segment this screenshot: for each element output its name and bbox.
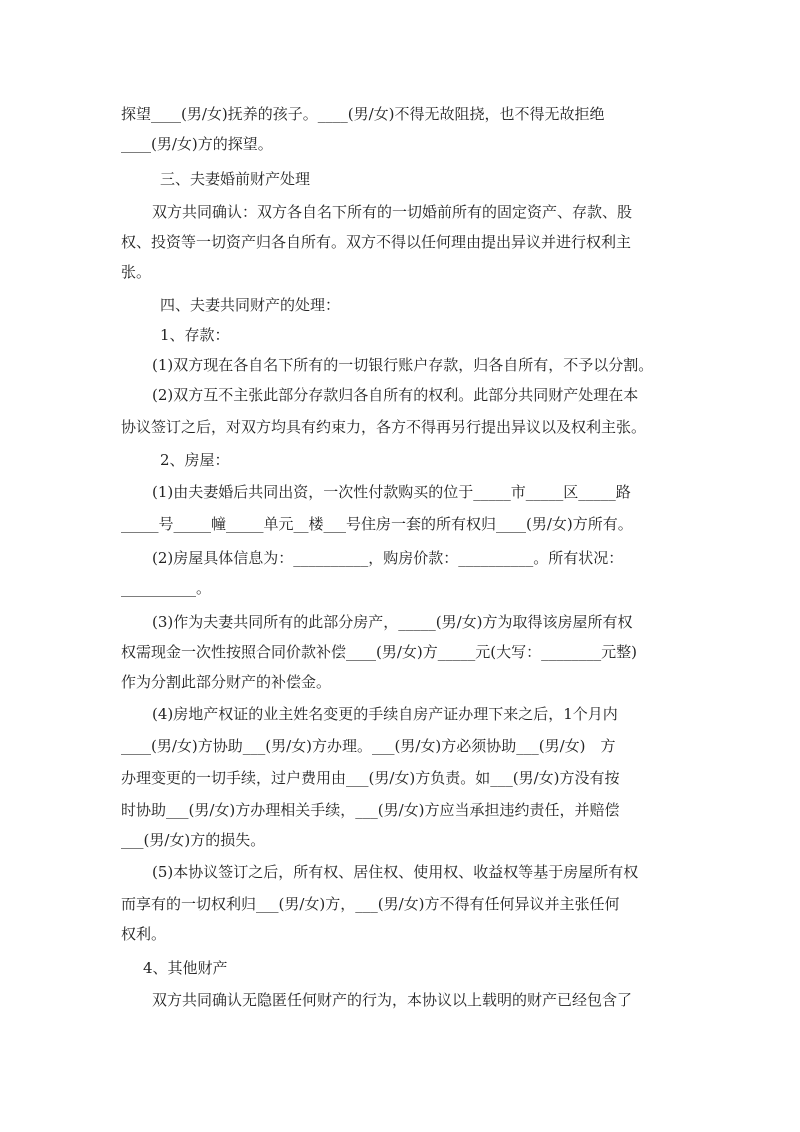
body-text-line: 协议签订之后，对双方均具有约束力，各方不得再另行提出异议以及权利主张。 xyxy=(121,418,647,436)
body-text-line: 时协助___(男/女)方办理相关手续，___(男/女)方应当承担违约责任，并赔偿 xyxy=(121,801,620,819)
body-text-line: 而享有的一切权利归___(男/女)方，___(男/女)方不得有任何异议并主张任何 xyxy=(121,895,620,913)
body-text-line: 权需现金一次性按照合同价款补偿____(男/女)方_____元(大写：________元整) xyxy=(121,643,637,661)
body-text-line: 张。 xyxy=(121,263,152,281)
body-text-line: 权、投资等一切资产归各自所有。双方不得以任何理由提出异议并进行权利主 xyxy=(121,233,632,251)
body-text-line: 权利。 xyxy=(121,925,167,943)
body-text-line: (4)房地产权证的业主姓名变更的手续自房产证办理下来之后，1个月内 xyxy=(152,705,618,723)
body-text-line: ____(男/女)方协助___(男/女)方办理。___(男/女)方必须协助___(男/女) 方 xyxy=(121,737,616,755)
body-text-line: (2)房屋具体信息为：__________，购房价款：__________。所有状况： xyxy=(152,549,624,567)
body-text-line: ____(男/女)方的探望。 xyxy=(121,135,273,153)
body-text-line: (5)本协议签订之后，所有权、居住权、使用权、收益权等基于房屋所有权 xyxy=(152,863,639,881)
body-text-line: (1)双方现在各自名下所有的一切银行账户存款，归各自所有，不予以分割。 xyxy=(152,356,654,374)
body-text-line: ___(男/女)方的损失。 xyxy=(121,831,266,849)
section-heading: 四、夫妻共同财产的处理： xyxy=(160,296,341,314)
section-heading: 三、夫妻婚前财产处理 xyxy=(160,170,311,188)
body-text-line: 探望____(男/女)抚养的孩子。____(男/女)不得无故阻挠，也不得无故拒绝 xyxy=(121,105,605,123)
subsection-heading: 4、其他财产 xyxy=(143,959,228,977)
body-text-line: 双方共同确认：双方各自名下所有的一切婚前所有的固定资产、存款、股 xyxy=(152,203,633,221)
body-text-line: 双方共同确认无隐匿任何财产的行为，本协议以上载明的财产已经包含了 xyxy=(152,991,633,1009)
body-text-line: 办理变更的一切手续，过户费用由___(男/女)方负责。如___(男/女)方没有按 xyxy=(121,769,620,787)
body-text-line: (3)作为夫妻共同所有的此部分房产，_____(男/女)方为取得该房屋所有权 xyxy=(152,613,633,631)
subsection-heading: 2、房屋： xyxy=(160,451,230,469)
body-text-line: (2)双方互不主张此部分存款归各自所有的权利。此部分共同财产处理在本 xyxy=(152,386,639,404)
body-text-line: 作为分割此部分财产的补偿金。 xyxy=(121,673,332,691)
body-text-line: __________。 xyxy=(121,579,212,597)
subsection-heading: 1、存款： xyxy=(160,326,230,344)
body-text-line: _____号_____幢_____单元__楼___号住房一套的所有权归____(男/女)方所有。 xyxy=(121,515,633,533)
body-text-line: (1)由夫妻婚后共同出资，一次性付款购买的位于_____市_____区_____路 xyxy=(152,483,631,501)
